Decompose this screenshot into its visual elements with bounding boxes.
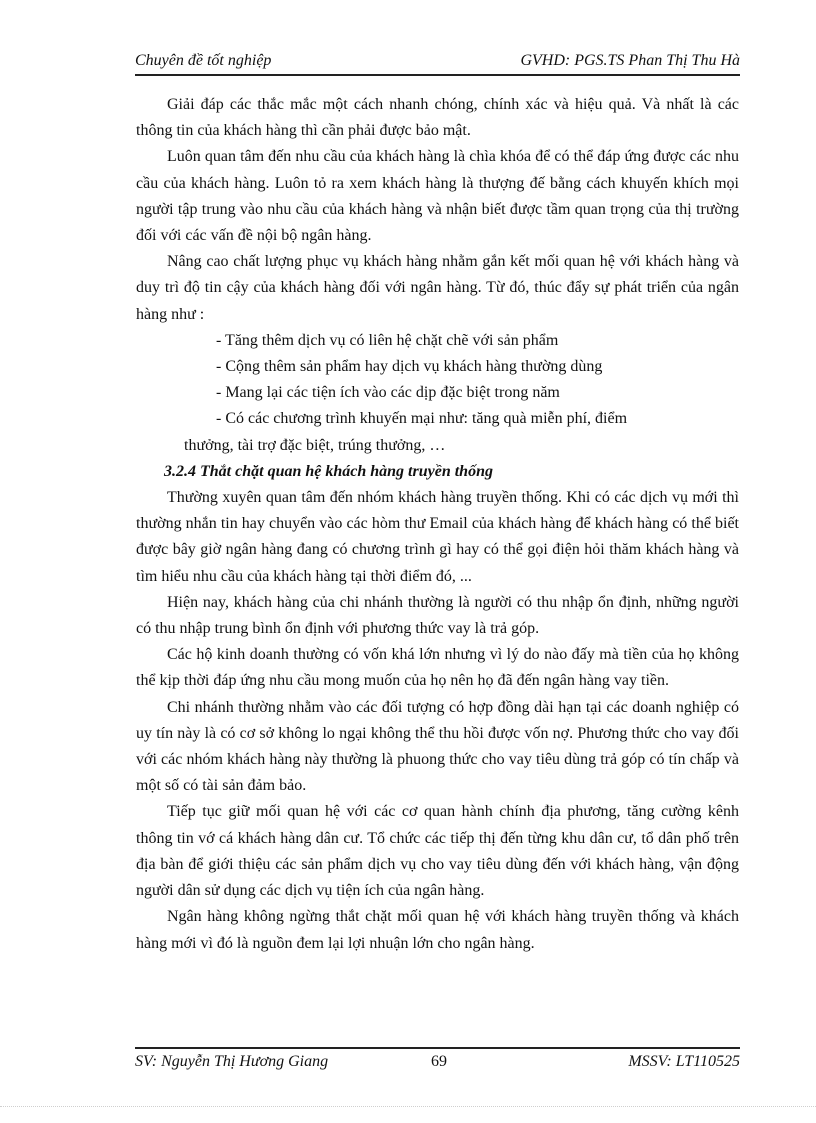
- list-item: - Mang lại các tiện ích vào các dịp đặc biệt trong năm: [216, 384, 560, 402]
- paragraph: Tiếp tục giữ mối quan hệ với các cơ quan hành chính địa phương, tăng cường kênh thông tin vớ cá khách hàng dân cư. Tổ chức các tiếp thị đến từng khu dân cư, tổ dân phố trên địa bàn để giới thiệu các sản phẩm dịch vụ cho vay tiêu dùng đến với khách hàng, vận động người dân sử dụng các dịch vụ tiện ích của ngân hàng.: [136, 803, 739, 900]
- page-number: 69: [431, 1053, 447, 1070]
- page-body: [136, 92, 739, 957]
- paragraph: Chi nhánh thường nhằm vào các đối tượng có hợp đồng dài hạn tại các doanh nghiệp có uy tín này là có cơ sở không lo ngại không thể thu hồi được vốn nợ. Phương thức cho vay đối với các nhóm khách hàng này thường là phuong thức cho vay tiêu dùng trả góp có tín chấp và một số có tài sản đảm bảo.: [136, 698, 739, 795]
- paragraph: Hiện nay, khách hàng của chi nhánh thường là người có thu nhập ổn định, những người có thu nhập trung bình ổn định với phương thức vay là trả góp.: [136, 593, 739, 638]
- header-title: Chuyên đề tốt nghiệp: [135, 52, 272, 69]
- paragraph: Luôn quan tâm đến nhu cầu của khách hàng là chìa khóa để có thể đáp ứng được các nhu cầu của khách hàng. Luôn tỏ ra xem khách hàng là thượng đế bằng cách khuyến khích mọi người tập trung vào nhu cầu của khách hàng và nhận biết được tầm quan trọng của thị trường đối với các vấn đề nội bộ ngân hàng.: [136, 148, 739, 245]
- footer-student: SV: Nguyễn Thị Hương Giang: [135, 1053, 329, 1070]
- page-divider: [0, 1106, 816, 1107]
- paragraph: Ngân hàng không ngừng thắt chặt mối quan hệ với khách hàng truyền thống và khách hàng mới vì đó là nguồn đem lại lợi nhuận lớn cho ngân hàng.: [136, 908, 739, 952]
- list-item: - Cộng thêm sản phẩm hay dịch vụ khách hàng thường dùng: [216, 358, 603, 376]
- paragraph: Nâng cao chất lượng phục vụ khách hàng nhằm gắn kết mối quan hệ với khách hàng và duy trì độ tin cậy của khách hàng đối với ngân hàng. Từ đó, thúc đẩy sự phát triển của ngân hàng như :: [136, 253, 739, 323]
- paragraph: Giải đáp các thắc mắc một cách nhanh chóng, chính xác và hiệu quả. Và nhất là các thông tin của khách hàng thì cần phải được bảo mật.: [136, 96, 739, 140]
- paragraph: Các hộ kinh doanh thường có vốn khá lớn nhưng vì lý do nào đấy mà tiền của họ không thể kịp thời đáp ứng nhu cầu mong muốn của họ nên họ đã đến ngân hàng vay tiền.: [136, 646, 739, 690]
- section-heading: 3.2.4 Thắt chặt quan hệ khách hàng truyền thống: [164, 462, 493, 480]
- paragraph: Thường xuyên quan tâm đến nhóm khách hàng truyền thống. Khi có các dịch vụ mới thì thường nhắn tin hay chuyển vào các hòm thư Email của khách hàng để khách hàng có thể biết được bây giờ ngân hàng đang có chương trình gì hay có thể gọi điện hỏi thăm khách hàng và tìm hiểu nhu cầu của khách hàng tại thời điểm đó, ...: [136, 489, 739, 585]
- list-item: - Có các chương trình khuyến mại như: tăng quà miễn phí, điểm: [216, 410, 628, 428]
- page-footer: [135, 1047, 740, 1075]
- list-item: - Tăng thêm dịch vụ có liên hệ chặt chẽ với sản phẩm: [216, 331, 559, 349]
- header-advisor: GVHD: PGS.TS Phan Thị Thu Hà: [520, 52, 740, 69]
- list-item-continuation: thưởng, tài trợ đặc biệt, trúng thưởng, …: [184, 436, 446, 454]
- footer-student-id: MSSV: LT110525: [628, 1053, 740, 1070]
- page-header: [135, 48, 740, 76]
